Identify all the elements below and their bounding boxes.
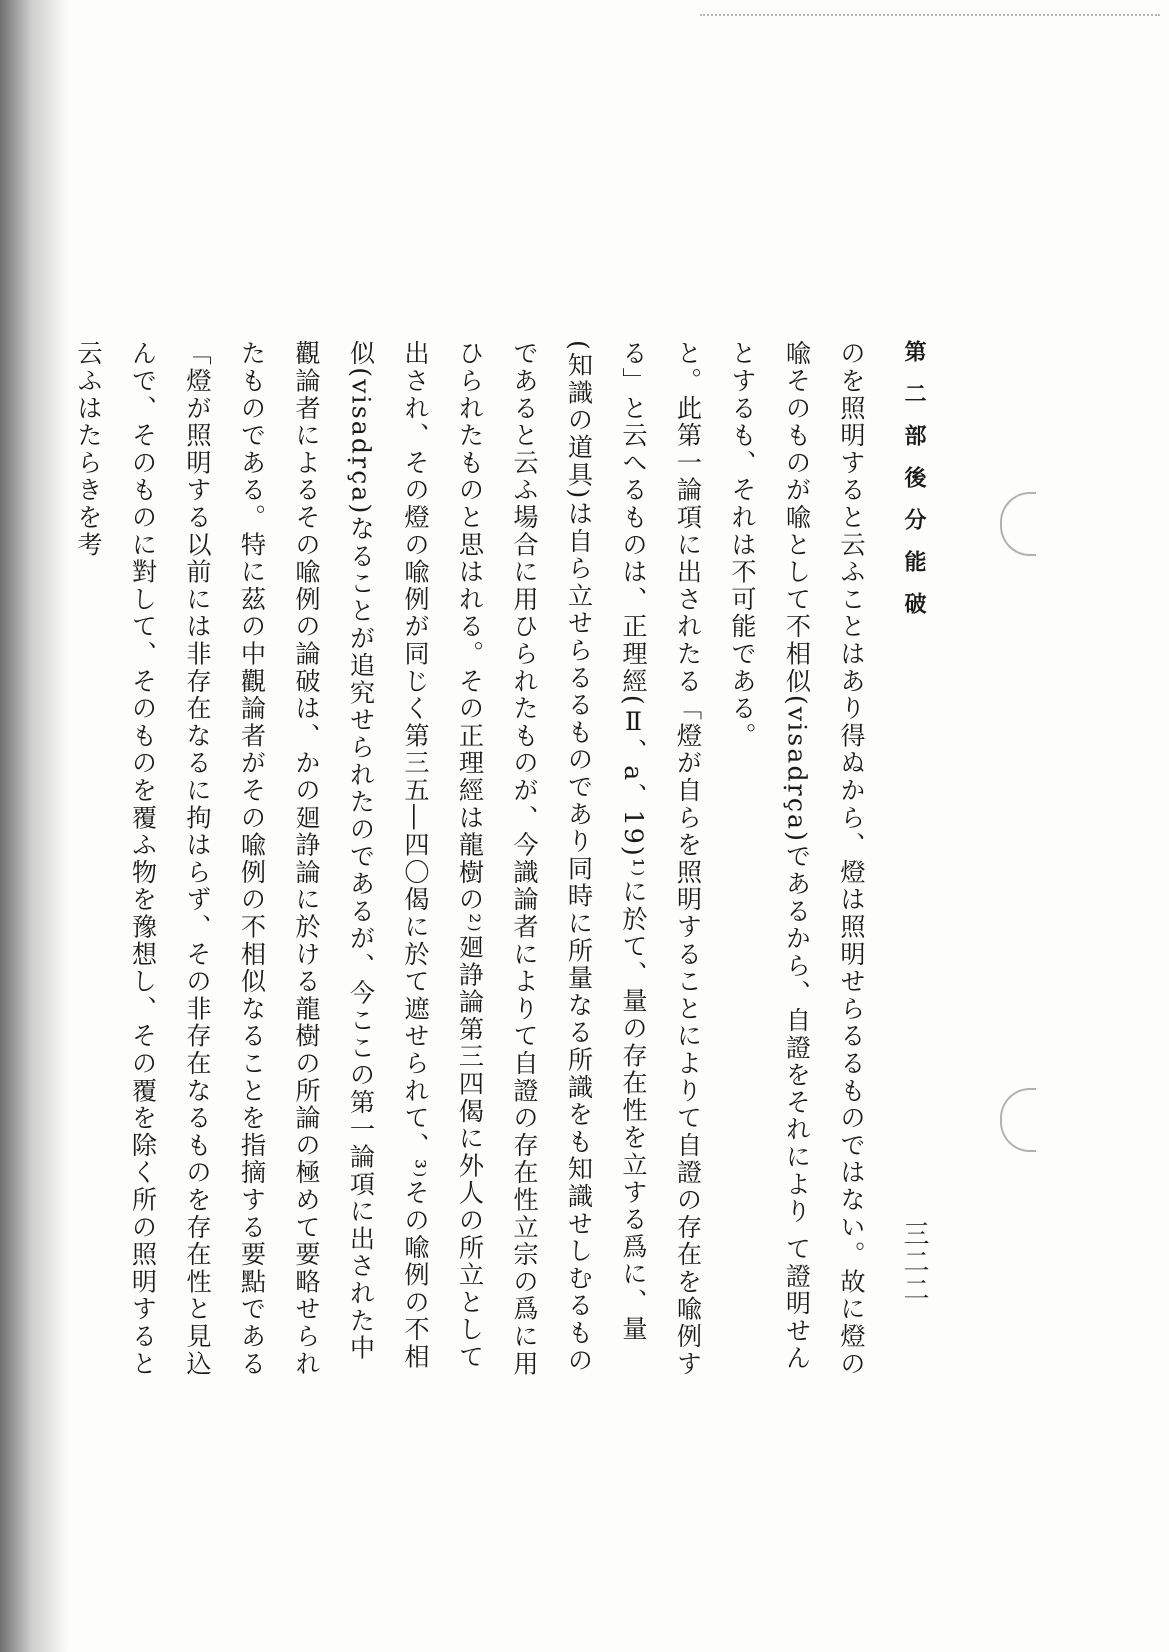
paragraph-2: と。此第一論項に出されたる「燈が自らを照明することによりて自證の存在を喩例する」と云へるものは、正理經(Ⅱ、a、19)¹⁾に於て、量の存在性を立する爲に、量(知識の道具)は自ら立せらるるものであり同時に所量なる所識をも知識せしむるものであると云ふ場合に用ひられたものが、今識論者によりて自證の存在性立宗の爲に用ひられたものと思はれる。その正理經は龍樹の²⁾廻諍論第三四偈に外人の所立として出され、その燈の喩例が同じく第三五―四〇偈に於て遮せられて、³⁾その喩例の不相似(visadṛça)なることが追究せられたのであるが、今ここの第一論項に出された中觀論者によるその喩例の論破は、かの廻諍論に於ける龍樹の所論の極めて要略せられたものである。特に茲の中觀論者がその喩例の不相似なることを指摘する要點である「燈が照明する以前には非存在なるに拘はらず、その非存在なるものを存在性と見込んで、そのものに對して、そのものを覆ふ物を豫想し、その覆を除く所の照明すると云ふはたらきを考 xyxy=(74,340,703,1378)
page-number: 三二二 xyxy=(899,1220,929,1304)
punch-hole-mark xyxy=(1000,492,1036,556)
page-header xyxy=(888,340,940,1360)
scan-noise xyxy=(700,14,1160,26)
binding-shadow xyxy=(0,0,70,1652)
body-text xyxy=(74,340,878,1380)
paragraph-1: のを照明すると云ふことはあり得ぬから、燈は照明せらるるものではない。故に燈の喩そのものが喩として不相似(visadṛça)であるから、自證をそれにより て證明せんとするも、それは不可能である。 xyxy=(728,340,866,1378)
punch-hole-mark xyxy=(1000,1088,1036,1152)
running-head: 第二部後分能破 xyxy=(901,340,927,634)
